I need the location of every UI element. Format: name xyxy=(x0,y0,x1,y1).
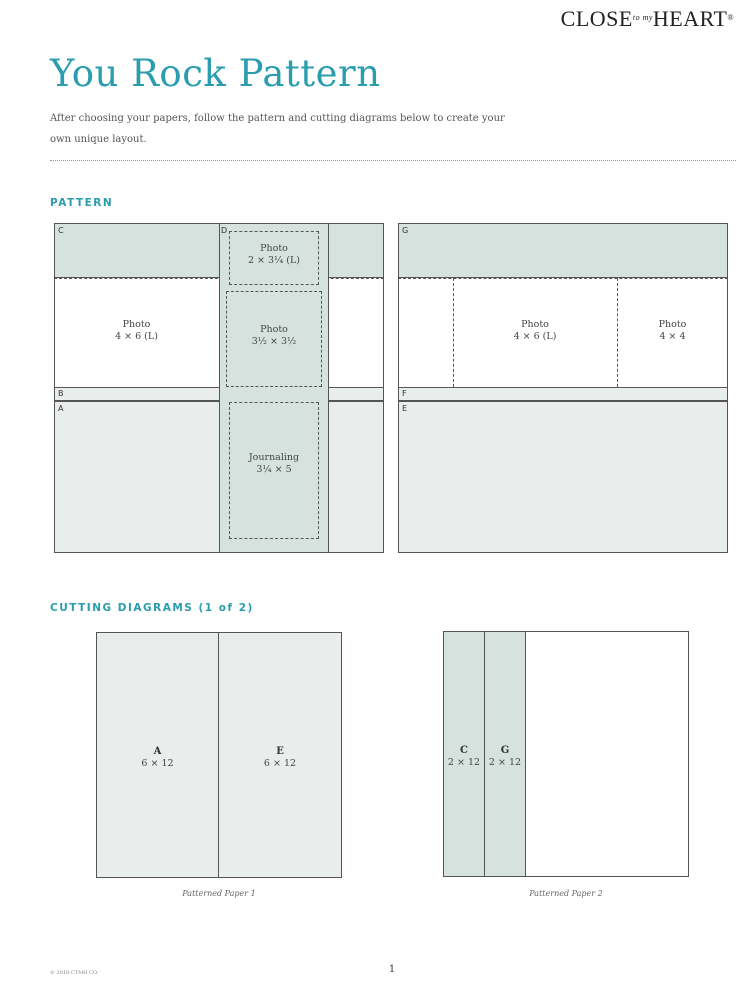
piece-letter: C xyxy=(460,745,468,756)
piece-size: 6 × 12 xyxy=(141,758,174,769)
logo-part2: to my xyxy=(632,13,653,22)
piece-f xyxy=(398,387,728,401)
cut-piece-e-label xyxy=(218,746,342,770)
piece-letter: E xyxy=(276,746,284,757)
pattern-left xyxy=(54,223,384,553)
piece-g xyxy=(398,223,728,278)
page-title: You Rock Pattern xyxy=(50,52,381,95)
label-f: F xyxy=(402,389,407,398)
intro-text: After choosing your papers, follow the pattern and cutting diagrams below to create your own unique layout. xyxy=(50,113,505,145)
cut-piece-a-label xyxy=(96,746,219,770)
photo-title: Photo xyxy=(521,319,549,330)
piece-letter: G xyxy=(500,745,510,756)
page-number: 1 xyxy=(388,964,396,975)
photo-4x4-label xyxy=(617,319,728,343)
photo-2x3-label xyxy=(229,243,319,267)
photo-3x3-label xyxy=(226,324,322,348)
piece-size: 2 × 12 xyxy=(447,757,481,768)
cutting-paper-1 xyxy=(96,632,342,878)
label-b: B xyxy=(58,389,64,398)
logo-part1: CLOSE xyxy=(560,6,633,31)
piece-size: 6 × 12 xyxy=(263,758,297,769)
logo-part3: HEART xyxy=(652,6,728,31)
cut-piece-c-label xyxy=(443,745,485,769)
label-a: A xyxy=(58,404,64,413)
piece-letter: A xyxy=(153,746,162,757)
journaling-title: Journaling xyxy=(248,452,300,463)
label-e: E xyxy=(402,404,408,413)
piece-size: 2 × 12 xyxy=(488,757,522,768)
label-c: C xyxy=(58,226,64,235)
caption-paper-1: Patterned Paper 1 xyxy=(182,889,256,898)
photo-title: Photo xyxy=(658,319,687,330)
photo-title: Photo xyxy=(122,319,151,330)
piece-e xyxy=(398,401,728,553)
pattern-right xyxy=(398,223,728,553)
dotted-divider xyxy=(50,160,736,161)
photo-4x6-label xyxy=(453,319,617,343)
caption-paper-2: Patterned Paper 2 xyxy=(529,889,603,898)
photo-size: 3½ × 3½ xyxy=(251,336,297,347)
journaling-size: 3¼ × 5 xyxy=(256,464,292,475)
label-g: G xyxy=(402,226,409,235)
section-cutting-heading: CUTTING DIAGRAMS (1 of 2) xyxy=(50,602,254,614)
photo-size: 4 × 6 (L) xyxy=(115,331,158,342)
logo-tm: ® xyxy=(727,13,734,22)
photo-size: 4 × 4 xyxy=(659,331,686,342)
dash-line xyxy=(398,278,728,279)
journaling-label xyxy=(229,452,319,476)
photo-size: 4 × 6 (L) xyxy=(513,331,557,342)
footer-copyright: © 2018 CTMH CO. xyxy=(50,970,99,976)
brand-logo xyxy=(561,6,734,32)
cutting-paper-2 xyxy=(443,631,689,877)
photo-title: Photo xyxy=(260,243,288,254)
cut-piece-g-label xyxy=(484,745,526,769)
photo-4x6-label xyxy=(54,319,219,343)
label-d: D xyxy=(221,226,228,235)
section-pattern-heading: PATTERN xyxy=(50,197,114,209)
photo-title: Photo xyxy=(260,324,288,335)
photo-size: 2 × 3¼ (L) xyxy=(247,255,301,266)
